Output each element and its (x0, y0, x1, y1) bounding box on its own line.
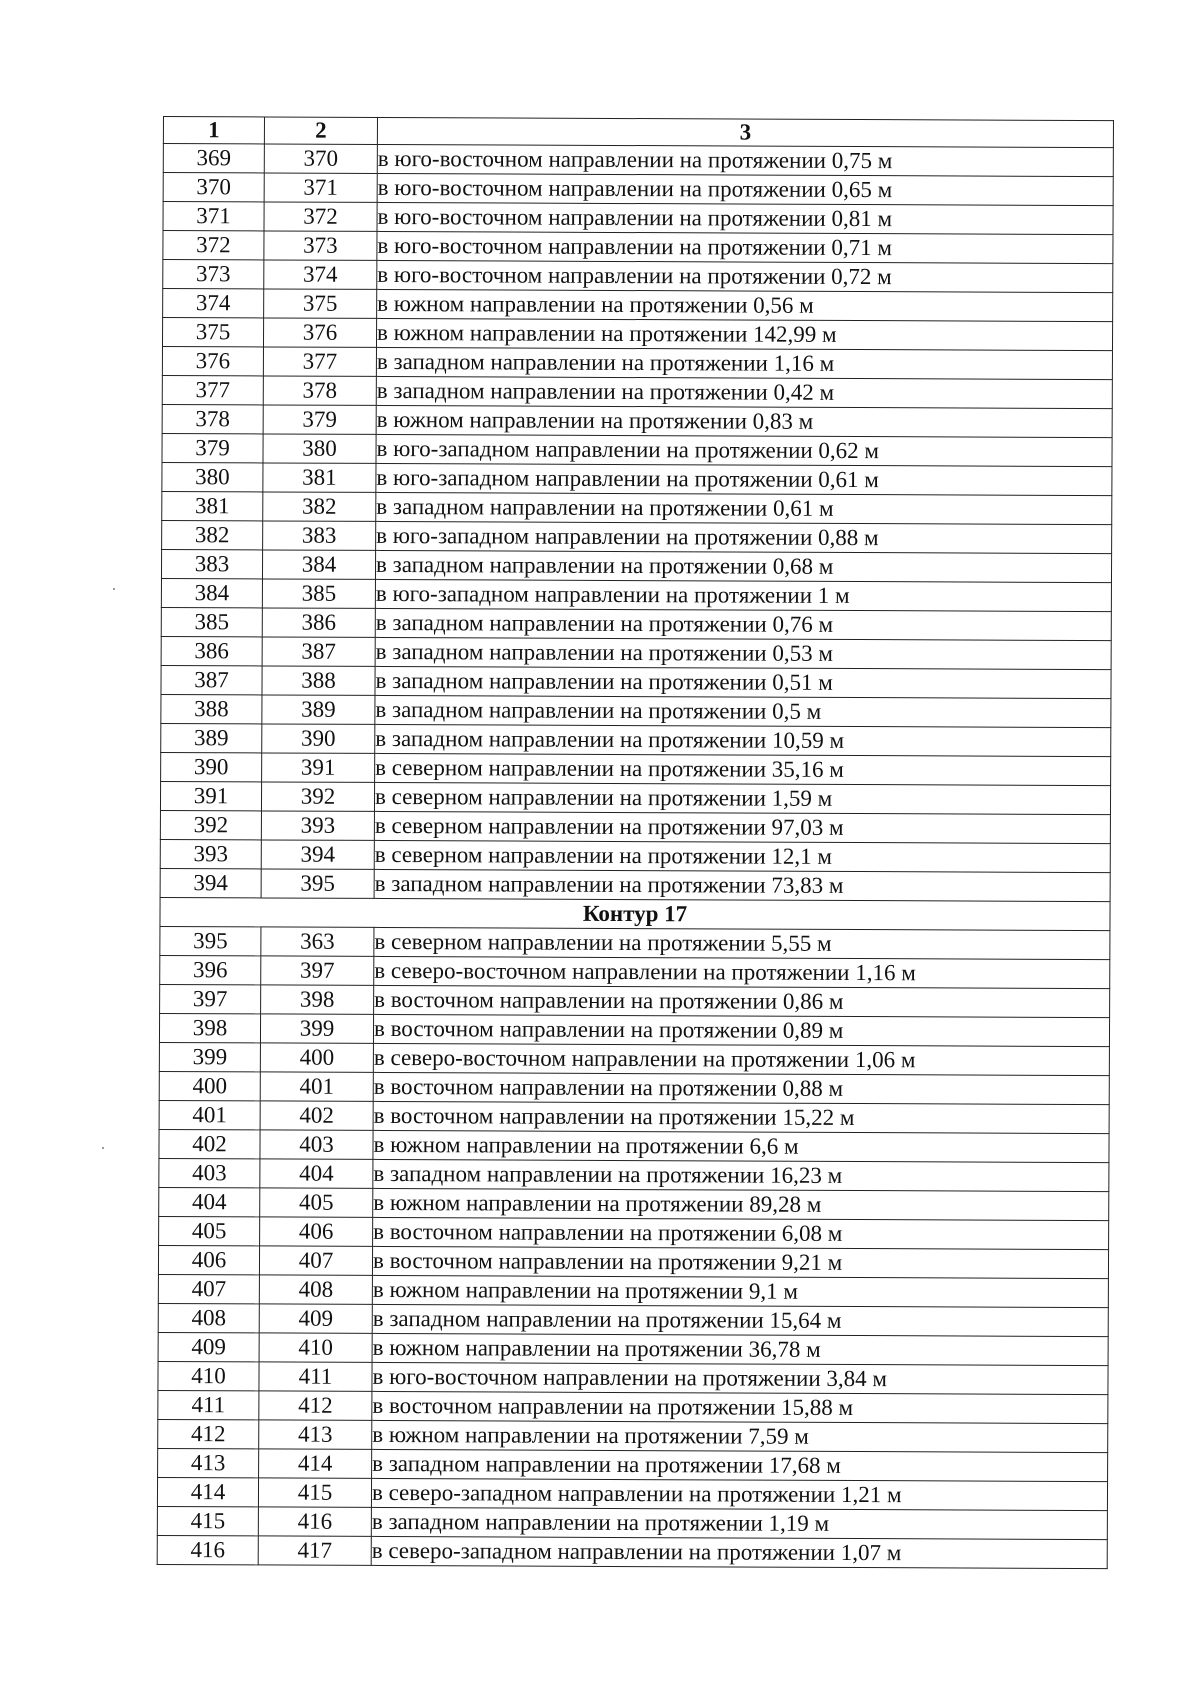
point-to-cell: 382 (263, 492, 376, 521)
point-from-cell: 390 (161, 752, 262, 781)
table-row (157, 1535, 1107, 1568)
direction-cell: в юго-восточном направлении на протяжении 3,84 м (372, 1362, 1108, 1394)
direction-cell: в южном направлении на протяжении 142,99 м (376, 318, 1112, 350)
table-row (159, 1129, 1109, 1162)
point-from-cell: 391 (160, 781, 261, 810)
point-to-cell: 409 (259, 1304, 372, 1333)
point-to-cell: 375 (264, 289, 377, 318)
point-to-cell: 407 (259, 1246, 372, 1275)
header-col-1: 1 (163, 117, 264, 144)
direction-cell: в юго-западном направлении на протяжении 0,62 м (376, 434, 1112, 466)
point-from-cell: 408 (158, 1303, 259, 1332)
table-row (160, 868, 1110, 901)
direction-cell: в юго-западном направлении на протяжении 0,88 м (376, 521, 1112, 553)
section-title: Контур 17 (160, 897, 1110, 930)
direction-cell: в западном направлении на протяжении 0,5 м (375, 695, 1111, 727)
point-to-cell: 401 (260, 1072, 373, 1101)
direction-cell: в северном направлении на протяжении 97,03 м (374, 811, 1110, 843)
direction-cell: в северном направлении на протяжении 1,59 м (374, 782, 1110, 814)
direction-cell: в западном направлении на протяжении 0,53 м (375, 637, 1111, 669)
point-to-cell: 380 (263, 434, 376, 463)
point-to-cell: 414 (259, 1449, 372, 1478)
table-body (157, 144, 1113, 1569)
direction-cell: в западном направлении на протяжении 73,83 м (374, 869, 1110, 901)
direction-cell: в западном направлении на протяжении 0,68 м (375, 550, 1111, 582)
table-row (158, 1448, 1108, 1481)
table-row (158, 1245, 1108, 1278)
table-row (160, 926, 1110, 959)
point-to-cell: 385 (262, 579, 375, 608)
point-to-cell: 379 (263, 405, 376, 434)
point-from-cell: 396 (160, 955, 261, 984)
point-to-cell: 381 (263, 463, 376, 492)
table-row (158, 1419, 1108, 1452)
table-row (161, 723, 1111, 756)
table-row (162, 491, 1112, 524)
scan-speck (113, 588, 115, 590)
direction-cell: в юго-восточном направлении на протяжении 0,71 м (377, 231, 1113, 263)
direction-cell: в западном направлении на протяжении 0,42 м (376, 376, 1112, 408)
direction-cell: в западном направлении на протяжении 0,61 м (376, 492, 1112, 524)
point-to-cell: 378 (263, 376, 376, 405)
table-row (160, 781, 1110, 814)
direction-cell: в юго-западном направлении на протяжении 0,61 м (376, 463, 1112, 495)
table-row (163, 202, 1113, 235)
direction-cell: в южном направлении на протяжении 0,56 м (377, 289, 1113, 321)
table-row (161, 665, 1111, 698)
point-to-cell: 388 (262, 666, 375, 695)
table-row (160, 810, 1110, 843)
point-from-cell: 393 (160, 839, 261, 868)
table-row (159, 1216, 1109, 1249)
direction-cell: в западном направлении на протяжении 0,76 м (375, 608, 1111, 640)
point-from-cell: 369 (163, 144, 264, 173)
table-row (158, 1303, 1108, 1336)
point-to-cell: 370 (264, 144, 377, 173)
point-to-cell: 399 (260, 1014, 373, 1043)
direction-cell: в восточном направлении на протяжении 9,21 м (372, 1246, 1108, 1278)
point-to-cell: 386 (262, 608, 375, 637)
point-from-cell: 386 (161, 636, 262, 665)
direction-cell: в северном направлении на протяжении 35,16 м (375, 753, 1111, 785)
point-from-cell: 385 (161, 607, 262, 636)
table-row (159, 1071, 1109, 1104)
point-from-cell: 407 (158, 1274, 259, 1303)
point-to-cell: 405 (260, 1188, 373, 1217)
direction-cell: в западном направлении на протяжении 10,59 м (375, 724, 1111, 756)
point-to-cell: 392 (261, 782, 374, 811)
table-row (159, 1042, 1109, 1075)
point-from-cell: 406 (158, 1245, 259, 1274)
header-col-3: 3 (377, 117, 1113, 147)
direction-cell: в южном направлении на протяжении 0,83 м (376, 405, 1112, 437)
table-row (161, 549, 1111, 582)
point-from-cell: 404 (159, 1187, 260, 1216)
point-to-cell: 417 (258, 1536, 371, 1565)
point-to-cell: 374 (264, 260, 377, 289)
header-row (163, 117, 1113, 148)
point-from-cell: 370 (163, 173, 264, 202)
point-from-cell: 381 (162, 491, 263, 520)
table-row (161, 694, 1111, 727)
point-to-cell: 415 (258, 1478, 371, 1507)
point-to-cell: 384 (262, 550, 375, 579)
direction-cell: в восточном направлении на протяжении 15,88 м (372, 1391, 1108, 1423)
header-col-2: 2 (264, 117, 377, 144)
point-to-cell: 402 (260, 1101, 373, 1130)
direction-cell: в западном направлении на протяжении 1,19 м (371, 1507, 1107, 1539)
point-to-cell: 371 (264, 173, 377, 202)
point-from-cell: 401 (159, 1100, 260, 1129)
table-row (162, 520, 1112, 553)
direction-cell: в юго-восточном направлении на протяжении 0,65 м (377, 173, 1113, 205)
point-from-cell: 395 (160, 926, 261, 955)
direction-cell: в восточном направлении на протяжении 15,22 м (373, 1101, 1109, 1133)
point-from-cell: 388 (161, 694, 262, 723)
point-from-cell: 405 (159, 1216, 260, 1245)
table-row (161, 752, 1111, 785)
point-to-cell: 398 (261, 985, 374, 1014)
table-row (163, 260, 1113, 293)
point-from-cell: 416 (157, 1535, 258, 1564)
point-from-cell: 398 (159, 1013, 260, 1042)
direction-cell: в северном направлении на протяжении 12,1 м (374, 840, 1110, 872)
point-from-cell: 413 (158, 1448, 259, 1477)
point-to-cell: 373 (264, 231, 377, 260)
table-row (162, 318, 1112, 351)
point-from-cell: 376 (162, 347, 263, 376)
point-from-cell: 382 (162, 520, 263, 549)
point-from-cell: 399 (159, 1042, 260, 1071)
point-from-cell: 383 (161, 549, 262, 578)
direction-cell: в северном направлении на протяжении 5,55 м (374, 927, 1110, 959)
table-row (157, 1506, 1107, 1539)
direction-cell: в южном направлении на протяжении 7,59 м (372, 1420, 1108, 1452)
point-from-cell: 389 (161, 723, 262, 752)
direction-cell: в южном направлении на протяжении 9,1 м (372, 1275, 1108, 1307)
point-to-cell: 397 (261, 956, 374, 985)
direction-cell: в восточном направлении на протяжении 0,89 м (373, 1014, 1109, 1046)
point-from-cell: 374 (163, 289, 264, 318)
boundary-table (157, 116, 1114, 1569)
direction-cell: в западном направлении на протяжении 16,23 м (373, 1159, 1109, 1191)
point-to-cell: 387 (262, 637, 375, 666)
direction-cell: в северо-западном направлении на протяжении 1,21 м (371, 1478, 1107, 1510)
point-to-cell: 411 (259, 1362, 372, 1391)
point-to-cell: 404 (260, 1159, 373, 1188)
point-to-cell: 400 (260, 1043, 373, 1072)
point-from-cell: 402 (159, 1129, 260, 1158)
table-row (160, 984, 1110, 1017)
table-row (158, 1274, 1108, 1307)
direction-cell: в юго-западном направлении на протяжении 1 м (375, 579, 1111, 611)
point-to-cell: 408 (259, 1275, 372, 1304)
table-row (161, 607, 1111, 640)
point-to-cell: 377 (263, 347, 376, 376)
point-to-cell: 383 (263, 521, 376, 550)
direction-cell: в западном направлении на протяжении 0,51 м (375, 666, 1111, 698)
table-row (160, 955, 1110, 988)
point-from-cell: 384 (161, 578, 262, 607)
point-from-cell: 415 (157, 1506, 258, 1535)
point-to-cell: 406 (260, 1217, 373, 1246)
direction-cell: в юго-восточном направлении на протяжении 0,72 м (377, 260, 1113, 292)
direction-cell: в восточном направлении на протяжении 6,08 м (373, 1217, 1109, 1249)
point-to-cell: 413 (259, 1420, 372, 1449)
point-from-cell: 373 (163, 260, 264, 289)
point-from-cell: 379 (162, 433, 263, 462)
point-to-cell: 410 (259, 1333, 372, 1362)
point-from-cell: 378 (162, 404, 263, 433)
point-from-cell: 394 (160, 868, 261, 897)
table-row (162, 347, 1112, 380)
direction-cell: в южном направлении на протяжении 36,78 м (372, 1333, 1108, 1365)
point-from-cell: 409 (158, 1332, 259, 1361)
table-row (161, 636, 1111, 669)
point-to-cell: 363 (261, 927, 374, 956)
table-row (158, 1390, 1108, 1423)
direction-cell: в северо-западном направлении на протяжении 1,07 м (371, 1536, 1107, 1568)
section-row (160, 897, 1110, 930)
point-to-cell: 403 (260, 1130, 373, 1159)
table-row (159, 1187, 1109, 1220)
direction-cell: в южном направлении на протяжении 6,6 м (373, 1130, 1109, 1162)
point-from-cell: 411 (158, 1390, 259, 1419)
table-row (158, 1332, 1108, 1365)
table-row (162, 375, 1112, 408)
direction-cell: в западном направлении на протяжении 15,64 м (372, 1304, 1108, 1336)
point-from-cell: 371 (163, 202, 264, 231)
point-from-cell: 400 (159, 1071, 260, 1100)
point-from-cell: 372 (163, 231, 264, 260)
table-row (163, 231, 1113, 264)
direction-cell: в западном направлении на протяжении 1,16 м (376, 347, 1112, 379)
point-from-cell: 380 (162, 462, 263, 491)
point-from-cell: 392 (160, 810, 261, 839)
table-row (160, 839, 1110, 872)
table-row (159, 1013, 1109, 1046)
point-from-cell: 412 (158, 1419, 259, 1448)
point-to-cell: 416 (258, 1507, 371, 1536)
table-row (158, 1361, 1108, 1394)
table-row (157, 1477, 1107, 1510)
direction-cell: в северо-восточном направлении на протяжении 1,16 м (374, 956, 1110, 988)
table-row (163, 173, 1113, 206)
point-to-cell: 393 (261, 811, 374, 840)
table-row (162, 404, 1112, 437)
table-row (163, 289, 1113, 322)
point-from-cell: 410 (158, 1361, 259, 1390)
point-from-cell: 387 (161, 665, 262, 694)
point-from-cell: 397 (160, 984, 261, 1013)
point-to-cell: 372 (264, 202, 377, 231)
direction-cell: в юго-восточном направлении на протяжении 0,75 м (377, 144, 1113, 176)
point-to-cell: 391 (262, 753, 375, 782)
table-row (162, 433, 1112, 466)
direction-cell: в восточном направлении на протяжении 0,86 м (374, 985, 1110, 1017)
point-to-cell: 412 (259, 1391, 372, 1420)
table-row (161, 578, 1111, 611)
point-to-cell: 376 (263, 318, 376, 347)
point-from-cell: 375 (162, 318, 263, 347)
table-row (159, 1100, 1109, 1133)
direction-cell: в юго-восточном направлении на протяжении 0,81 м (377, 202, 1113, 234)
direction-cell: в южном направлении на протяжении 89,28 м (373, 1188, 1109, 1220)
point-from-cell: 377 (162, 375, 263, 404)
point-to-cell: 395 (261, 869, 374, 898)
table-row (159, 1158, 1109, 1191)
table-row (162, 462, 1112, 495)
point-from-cell: 403 (159, 1158, 260, 1187)
point-from-cell: 414 (157, 1477, 258, 1506)
direction-cell: в западном направлении на протяжении 17,68 м (372, 1449, 1108, 1481)
point-to-cell: 390 (262, 724, 375, 753)
point-to-cell: 389 (262, 695, 375, 724)
scan-speck (102, 1147, 104, 1149)
point-to-cell: 394 (261, 840, 374, 869)
table-row (163, 144, 1113, 177)
direction-cell: в восточном направлении на протяжении 0,88 м (373, 1072, 1109, 1104)
direction-cell: в северо-восточном направлении на протяжении 1,06 м (373, 1043, 1109, 1075)
